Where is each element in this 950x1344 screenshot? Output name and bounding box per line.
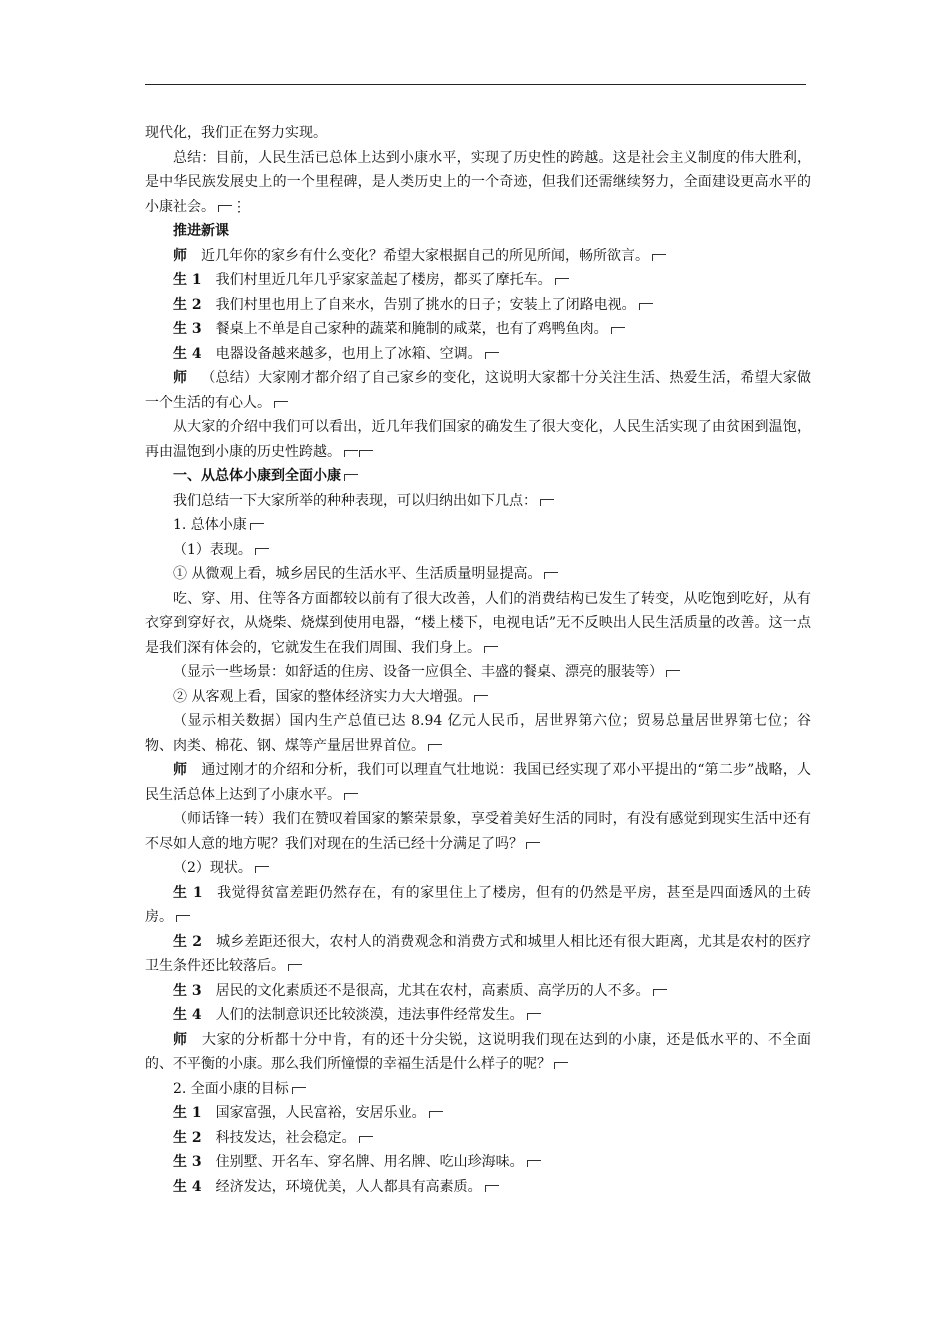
speaker-label: 师 — [173, 370, 188, 386]
section-heading: 推进新课 — [173, 223, 229, 239]
paragraph-text: 我们村里也用上了自来水，告别了挑水的日子；安装上了闭路电视。 — [215, 296, 636, 313]
paragraph — [145, 979, 811, 1004]
paragraph — [145, 1150, 811, 1175]
speaker-label: 生 4 — [173, 345, 202, 362]
speaker-label: 生 3 — [173, 982, 202, 999]
paragraph-text: （2）现状。 — [173, 860, 252, 876]
paragraph-mark-icon — [250, 523, 264, 530]
paragraph — [145, 268, 811, 293]
paragraph — [145, 1101, 811, 1126]
paragraph-mark-icon — [255, 548, 269, 555]
speaker-label: 生 3 — [173, 1154, 202, 1170]
paragraph — [145, 709, 811, 758]
speaker-label: 生 4 — [173, 1007, 202, 1023]
speaker-label: 生 4 — [173, 1178, 202, 1195]
paragraph — [145, 660, 811, 685]
paragraph-text: ① 从微观上看，城乡居民的生活水平、生活质量明显提高。 — [173, 566, 542, 582]
section-heading: 一、从总体小康到全面小康 — [173, 468, 341, 484]
paragraph — [145, 587, 811, 661]
paragraph-text: 我们总结一下大家所举的种种表现，可以归纳出如下几点： — [173, 492, 537, 509]
paragraph-text: 餐桌上不单是自己家种的蔬菜和腌制的咸菜，也有了鸡鸭鱼肉。 — [215, 321, 608, 337]
speaker-label: 生 1 — [173, 272, 202, 288]
paragraph-tail: ⋮ — [232, 198, 246, 215]
paragraph — [145, 121, 811, 146]
paragraph-mark-icon — [652, 254, 666, 261]
paragraph — [145, 244, 811, 269]
paragraph-mark-icon — [344, 450, 358, 457]
paragraph — [145, 489, 811, 514]
paragraph — [145, 1028, 811, 1077]
paragraph-mark-icon — [429, 1111, 443, 1118]
paragraph — [145, 464, 811, 489]
speaker-label: 师 — [173, 247, 187, 264]
paragraph-mark-icon — [255, 866, 269, 873]
paragraph-mark-icon — [274, 401, 288, 408]
paragraph — [145, 856, 811, 881]
paragraph-mark-icon — [639, 303, 653, 310]
paragraph-mark-icon — [527, 1160, 541, 1167]
paragraph-text: ② 从客观上看，国家的整体经济实力大大增强。 — [173, 688, 472, 705]
paragraph-text: 经济发达，环境优美，人人都具有高素质。 — [215, 1178, 482, 1195]
paragraph-mark-icon — [526, 842, 540, 849]
paragraph-mark-icon — [555, 278, 569, 285]
paragraph-mark-icon — [359, 450, 373, 457]
speaker-label: 生 1 — [173, 1105, 202, 1121]
paragraph-mark-icon — [544, 572, 558, 579]
speaker-label: 生 2 — [173, 296, 202, 313]
paragraph-text: 居民的文化素质还不是很高，尤其在农村，高素质、高学历的人不多。 — [215, 982, 650, 999]
paragraph-text: 近几年你的家乡有什么变化？希望大家根据自己的所见所闻，畅所欲言。 — [201, 247, 649, 264]
paragraph-mark-icon — [474, 695, 488, 702]
speaker-label: 生 3 — [173, 321, 202, 337]
paragraph-mark-icon — [527, 1013, 541, 1020]
document-body — [145, 121, 811, 1199]
paragraph — [145, 513, 811, 538]
paragraph-text: 科技发达，社会稳定。 — [215, 1129, 356, 1146]
paragraph-text: 大家的分析都十分中肯，有的还十分尖锐，这说明我们现在达到的小康，还是低水平的、不全面的、不平衡的小康。那么我们所憧憬的幸福生活是什么样子的呢？ — [145, 1031, 812, 1072]
paragraph-text: 住别墅、开名车、穿名牌、用名牌、吃山珍海味。 — [215, 1154, 524, 1170]
paragraph-mark-icon — [292, 1087, 306, 1094]
paragraph — [145, 685, 811, 710]
paragraph-text: 电器设备越来越多，也用上了冰箱、空调。 — [215, 345, 482, 362]
paragraph — [145, 219, 811, 244]
paragraph-text: 我觉得贫富差距仍然存在，有的家里住上了楼房，但有的仍然是平房，甚至是四面透风的土砖房。 — [145, 884, 811, 925]
paragraph — [145, 562, 811, 587]
paragraph-mark-icon — [554, 1062, 568, 1069]
header-rule — [145, 84, 806, 85]
paragraph — [145, 317, 811, 342]
speaker-label: 生 2 — [173, 1129, 202, 1146]
paragraph — [145, 293, 811, 318]
paragraph-text: （显示相关数据）国内生产总值已达 8.94 亿元人民币，居世界第六位；贸易总量居世界第七位；谷物、肉类、棉花、钢、煤等产量居世界首位。 — [145, 713, 811, 754]
paragraph — [145, 1175, 811, 1200]
paragraph-mark-icon — [540, 499, 554, 506]
paragraph-text: 1. 总体小康 — [173, 517, 247, 533]
paragraph-text: （总结）大家刚才都介绍了自己家乡的变化，这说明大家都十分关注生活、热爱生活，希望大家做一个生活的有心人。 — [145, 370, 812, 411]
paragraph — [145, 342, 811, 367]
paragraph-mark-icon — [484, 646, 498, 653]
paragraph-mark-icon — [653, 989, 667, 996]
paragraph-text: 现代化，我们正在努力实现。 — [145, 125, 327, 141]
paragraph-text: 人们的法制意识还比较淡漠，违法事件经常发生。 — [215, 1007, 524, 1023]
paragraph — [145, 415, 811, 464]
paragraph-text: （显示一些场景：如舒适的住房、设备一应俱全、丰盛的餐桌、漂亮的服装等） — [173, 664, 663, 680]
paragraph-mark-icon — [288, 964, 302, 971]
paragraph — [145, 758, 811, 807]
paragraph-text: 总结：目前，人民生活已总体上达到小康水平，实现了历史性的跨越。这是社会主义制度的伟大胜利，是中华民族发展史上的一个里程碑，是人类历史上的一个奇迹，但我们还需继续努力，全面建设更高水平的小康社会。 — [145, 149, 811, 215]
paragraph-mark-icon — [485, 1185, 499, 1192]
paragraph-mark-icon — [611, 327, 625, 334]
paragraph — [145, 538, 811, 563]
paragraph-text: （师话锋一转）我们在赞叹着国家的繁荣景象，享受着美好生活的同时，有没有感觉到现实生活中还有不尽如人意的地方呢？我们对现在的生活已经十分满足了吗？ — [145, 811, 811, 852]
paragraph-text: 从大家的介绍中我们可以看出，近几年我们国家的确发生了很大变化，人民生活实现了由贫困到温饱，再由温饱到小康的历史性跨越。 — [145, 419, 811, 460]
paragraph-text: 城乡差距还很大，农村人的消费观念和消费方式和城里人相比还有很大距离，尤其是农村的医疗卫生条件还比较落后。 — [145, 933, 811, 974]
paragraph-mark-icon — [359, 1136, 373, 1143]
paragraph-text: 2. 全面小康的目标 — [173, 1080, 289, 1097]
paragraph-text: （1）表现。 — [173, 541, 252, 558]
paragraph-mark-icon — [428, 744, 442, 751]
paragraph-mark-icon — [176, 915, 190, 922]
speaker-label: 生 1 — [173, 884, 203, 901]
paragraph — [145, 930, 811, 979]
paragraph-mark-icon — [344, 793, 358, 800]
paragraph-text: 吃、穿、用、住等各方面都较以前有了很大改善，人们的消费结构已发生了转变，从吃饱到吃好，从有衣穿到穿好衣，从烧柴、烧煤到使用电器，“楼上楼下，电视电话”无不反映出人民生活质量的改善。这一点是我们深有体会的，它就发生在我们周围、我们身上。 — [145, 590, 811, 656]
paragraph — [145, 146, 811, 220]
paragraph — [145, 1003, 811, 1028]
speaker-label: 师 — [173, 762, 188, 778]
paragraph — [145, 366, 811, 415]
paragraph-text: 我们村里近几年几乎家家盖起了楼房，都买了摩托车。 — [215, 272, 552, 288]
paragraph-text: 通过刚才的介绍和分析，我们可以理直气壮地说：我国已经实现了邓小平提出的“第二步”战略，人民生活总体上达到了小康水平。 — [145, 762, 812, 803]
paragraph — [145, 1077, 811, 1102]
paragraph-mark-icon — [485, 352, 499, 359]
paragraph — [145, 1126, 811, 1151]
speaker-label: 师 — [173, 1031, 188, 1048]
paragraph-mark-icon — [218, 205, 232, 212]
speaker-label: 生 2 — [173, 933, 202, 950]
paragraph-text: 国家富强，人民富裕，安居乐业。 — [215, 1105, 426, 1121]
paragraph — [145, 881, 811, 930]
paragraph-mark-icon — [344, 474, 358, 481]
paragraph — [145, 807, 811, 856]
paragraph-mark-icon — [666, 670, 680, 677]
